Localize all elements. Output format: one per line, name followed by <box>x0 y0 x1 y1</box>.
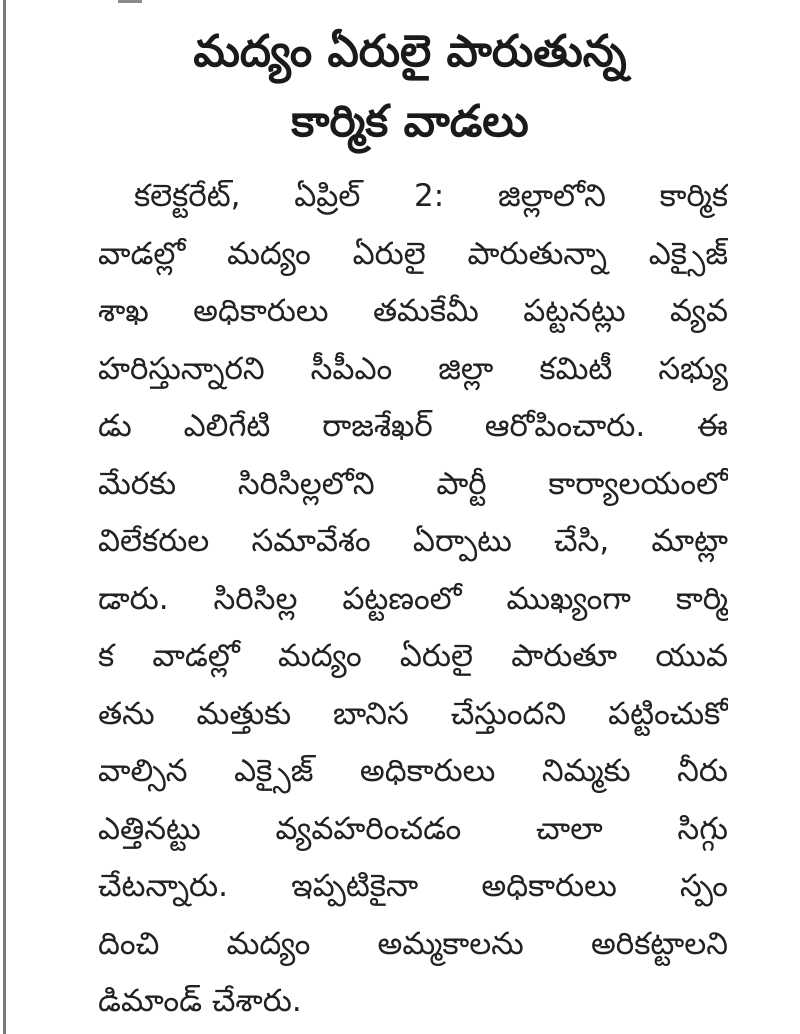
body-line: డిమాండ్ చేశారు. <box>98 983 302 1019</box>
article-body <box>98 168 728 1031</box>
column-rule <box>3 0 6 1034</box>
body-line: వాల్సిన ఎక్సైజ్ అధికారులు నిమ్మకు నీరు <box>98 753 728 789</box>
body-line: డు ఎలిగేటి రాజశేఖర్ ఆరోపించారు. ఈ <box>98 408 728 444</box>
body-line: మేరకు సిరిసిల్లలోని పార్టీ కార్యాలయంలో <box>98 465 728 502</box>
body-line: వాడల్లో మద్యం ఏరులై పారుతున్నా ఎక్సైజ్ <box>98 235 728 272</box>
headline-line-1: మద్యం ఏరులై పారుతున్న <box>193 26 627 77</box>
body-line: డారు. సిరిసిల్ల పట్టణంలో ముఖ్యంగా కార్మి <box>98 580 728 617</box>
top-cut-mark <box>118 0 142 3</box>
body-line: చేటన్నారు. ఇప్పటికైనా అధికారులు స్పం <box>98 868 728 904</box>
body-line: కలెక్టరేట్, ఏప్రిల్ 2: జిల్లాలోని కార్మిక <box>134 178 728 214</box>
body-line: ఎత్తినట్టు వ్యవహరించడం చాలా సిగ్గు <box>98 810 728 847</box>
headline-line-2: కార్మిక వాడలు <box>291 96 529 147</box>
body-line: దించి మద్యం అమ్మకాలను అరికట్టాలని <box>98 925 728 962</box>
body-line: హరిస్తున్నారని సీపీఎం జిల్లా కమిటీ సభ్యు <box>98 350 728 387</box>
body-line: శాఖ అధికారులు తమకేమీ పట్టనట్లు వ్యవ <box>98 293 728 329</box>
body-line: క వాడల్లో మద్యం ఏరులై పారుతూ యువ <box>98 638 728 674</box>
body-line: తను మత్తుకు బానిస చేస్తుందని పట్టించుకో <box>98 695 728 732</box>
body-line: విలేకరుల సమావేశం ఏర్పాటు చేసి, మాట్లా <box>98 523 728 559</box>
